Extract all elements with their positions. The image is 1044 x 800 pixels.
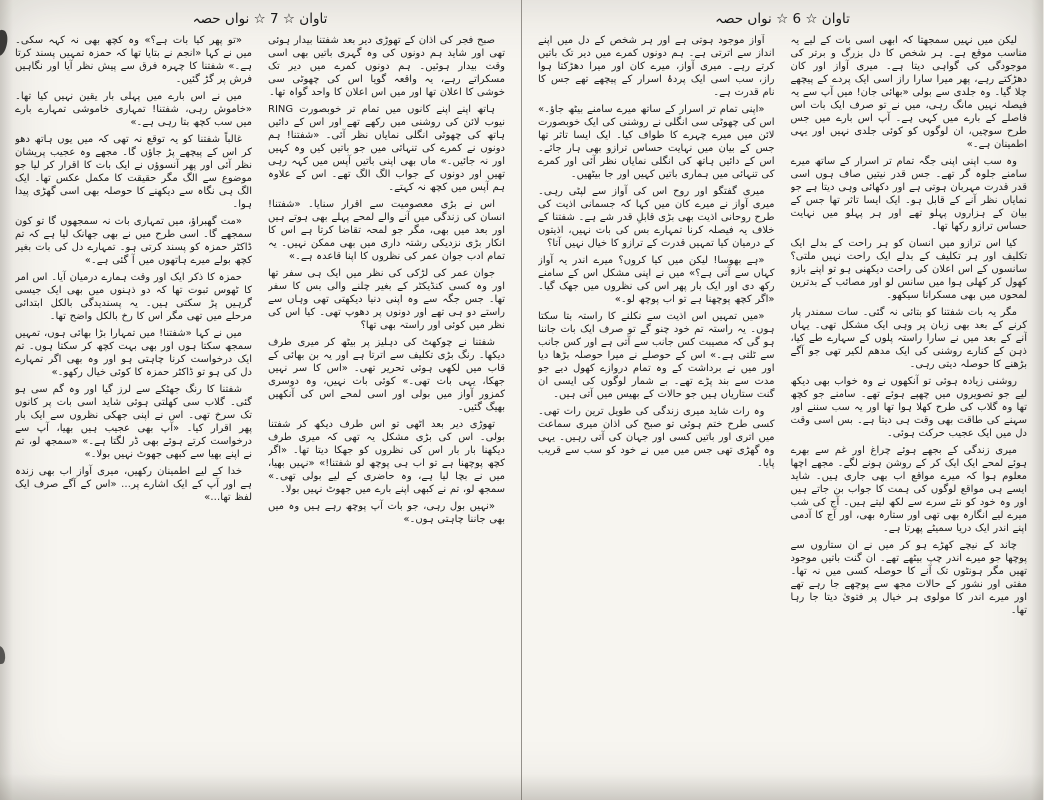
page-right-column-second: [539, 34, 776, 790]
page-header-left: تاوان ☆ 7 ☆ نواں حصہ: [193, 11, 329, 27]
paragraph: «میں تمہیں اس اذیت سے نکلنے کا راستہ بتا سکتا ہوں۔ یہ راستہ تم خود چنو گے تو صرف ایک بات جاننا ہو گی کہ مصیبت کس جانب سے آتی ہے اور کس جانب سے ٹلتی ہے۔» اس کے حوصلے نے میرا حوصلہ بڑھا دیا اور میں نے برداشت کے وہ تمام دروازے کھول دیے جو مدت سے بند پڑے تھے۔ بے شمار لوگوں کی ایسی ان گنت ستاریاں ہیں جو حالات کے بھیس میں آتی ہیں۔: [539, 311, 776, 400]
paragraph: میری گفتگو اور روح اس کی آواز سے لپٹی رہی۔ میری آواز نے میرے کان میں کہا کہ جسمانی اذیت کی طرح روحانی اذیت بھی بڑی قابلِ قدر شے ہے۔ شفتنا کے خلاف یہ فیصلہ کرنا تمہارے بس کی بات نہیں، اذیتوں کے درمیان کیا تمہیں قدرت کے ترازو کا خیال نہیں آتا؟: [539, 186, 776, 249]
page-right-column-first: [792, 34, 1029, 790]
paragraph: میں نے کہا «شفتنا! میں تمہارا بڑا بھائی ہوں، تمہیں سمجھ سکتا ہوں اور بھی بہت کچھ کر سکتا ہوں۔ تم ایک درخواست کرنا چاہتی ہو اور وہ بھی اگر تمہارے دل کی ہو تو ڈاکٹر حمزہ کا کوئی خیال رکھو۔»: [16, 328, 253, 378]
paragraph: «ہے بھوسا! لیکن میں کیا کروں؟ میرے اندر یہ آواز کہاں سے آتی ہے؟» میں نے اپنی مشکل اس کے سامنے رکھ دی اور ایک بار پھر اس کی نظروں میں جھک گیا۔ «اگر کچھ پوچھنا ہے تو اب پوچھ لو۔»: [539, 255, 776, 305]
paragraph: میری زندگی کے بجھے ہوئے چراغ اور غم سے بھرے ہوئے لمحے ایک ایک کر کے روشن ہونے لگے۔ مجھے اچھا معلوم ہوا کہ میرے مواقع اب بھی جاری ہیں۔ شاید ایسے ہی مواقع لوگوں کی ہمت کا جواب بن جاتے ہیں اور وہ خود کو نئے سرے سے لکھ لیتے ہیں۔ آج کی شب میرے لیے انگارہ بھی تھی اور ستارہ بھی، اور آج کا آدمی اپنے اندر ایک دریا سمیٹے پھرتا ہے۔: [791, 445, 1028, 534]
page-left-column-second: [16, 34, 253, 790]
page-left-column-first: [269, 34, 506, 790]
paragraph: خدا کے لیے اطمینان رکھیں، میری آواز اب بھی زندہ ہے اور آپ کے ایک اشارے پر… «اس کے آگے صرف ایک لفظ تھا…»: [16, 466, 253, 503]
paragraph: چاند کے نیچے کھڑے ہو کر میں نے ان ستاروں سے پوچھا جو میرے اندر چپ بیٹھے تھے۔ ان گنت باتیں موجود تھیں مگر ہونٹوں تک آنے کا حوصلہ کسی میں نہ تھا۔ مفتی اور نشور کے حالات مجھ سے پوچھے جا رہے تھے اور میرے اندر کا مولوی ہر خیال پر فتویٰ دیتا جا رہا تھا۔: [791, 540, 1028, 616]
paragraph: وہ سب اپنی اپنی جگہ تمام تر اسرار کے ساتھ میرے سامنے جلوہ گر تھے۔ جس قدر نیتیں صاف ہوں اسی قدر قدرت مہربان ہوتی ہے اور دکھائی وہی دیتا ہے جو نمایاں نظر آنے کے قابل ہو۔ ایک ایسا تاثر تھا جس کے بیان کے ہزاروں پہلو تھے اور ہر پہلو میں نہایت حساس ترازو رکھا تھا۔: [791, 156, 1028, 232]
paragraph: شفتنا نے چوکھٹ کی دہلیز پر بیٹھ کر میری طرف دیکھا۔ رنگ بڑی تکلیف سے اترتا ہے اور یہ بن بھائی کے قاب میں لکھی ہوئی تحریر تھی۔ «اس کا سر نہیں جھکا، یہی بات تھی۔» کوئی بات نہیں، وہ دوسری کمزور آواز میں بولی اور اسی لمحے اس کی آنکھیں بھیگ گئیں۔: [269, 337, 506, 413]
page-header-right: تاوان ☆ 6 ☆ نواں حصہ: [716, 11, 851, 27]
page-left-columns: [16, 34, 506, 790]
paragraph: شفتنا کا رنگ جھٹکے سے لرز گیا اور وہ گم سی ہو گئی۔ گلاب سی کھلتی ہوئی شاید اسی بات پر کانوں تک سرخ تھی۔ اس نے اپنی جھکی نظروں سے ایک بار پھر اقرار کیا۔ «آپ بھی عجیب ہیں بھیا، آپ سے درخواست کرتے ہوئے بھی ڈر لگتا ہے۔» «سمجھ لو، تم نے اپنے بھیا سے کبھی جھوٹ نہیں بولا۔»: [16, 384, 253, 460]
paragraph: مگر یہ بات شفتنا کو بتائی نہ گئی۔ سات سمندر پار کرنے کے بعد بھی زبان پر وہی ایک مشکل تھی۔ یہاں آنے کے بعد میں نے سارا راستہ پلوں کے سہارے طے کیا، ذہن کے کنارے روشنی کی ایک مدھم لکیر تھی جو آگے بڑھنے کا حوصلہ دیتی رہی۔: [791, 307, 1028, 370]
paragraph: صبح فجر کی اذان کے تھوڑی دیر بعد شفتنا بیدار ہوئی تھی اور شاید ہم دونوں کی وہ گہری باتیں بھی اسی وقت بیدار ہوئیں۔ ہم دونوں کمرے میں دیر تک مسکراتے رہے، یہ واقعہ گویا اس کی چھوٹی سی خوشی کا اعلان تھا اور میں اس اعلان کا واحد گواہ تھا۔: [269, 35, 506, 98]
paragraph: میں نے اس بارے میں پہلی بار یقین نہیں کیا تھا۔ «خاموش رہی، شفتنا! تمہاری خاموشی تمہارے بارے میں سب کچھ بتا رہی ہے۔»: [16, 91, 253, 128]
paragraph: اس نے بڑی معصومیت سے اقرار سنایا۔ «شفتنا! انسان کی زندگی میں آنے والے لمحے پہلے بھی ہوتے ہیں اور بعد میں بھی، مگر جو لمحہ تقاضا کرتا ہے اس کا انکار بڑی نزدیکی رشتہ داری میں بھی ممکن نہیں۔ یہ تمام ادب جوان عمر کی نظروں کا اپنا قاعدہ ہے۔»: [269, 199, 506, 262]
paragraph: «تو پھر کیا بات ہے؟» وہ کچھ بھی نہ کہہ سکی۔ میں نے کہا «انجم نے بتایا تھا کہ حمزہ تمہیں پسند کرتا ہے۔» شفتنا کا چہرہ فرق سے پیش نظر آیا اور نگاہیں فرش پر گڑ گئیں۔: [16, 35, 253, 85]
paragraph: وہ رات شاید میری زندگی کی طویل ترین رات تھی۔ کسی طرح ختم ہوئی تو صبح کی اذان میری سماعت میں اتری اور باتیں کسی اور جہان کی آتی رہیں۔ یہی وہ گھڑی تھی جس میں میں نے خود کو سب سے قریب پایا۔: [539, 406, 776, 469]
paragraph: آواز موجود ہوتی ہے اور ہر شخص کے دل میں اپنے انداز سے اترتی ہے۔ ہم دونوں کمرے میں دیر تک باتیں کرتے رہے۔ میری آواز، میرے کان اور میرا دھڑکتا ہوا راز، سب اسی ایک پردۂ اسرار کے پیچھے تھے جس کا نام قدرت ہے۔: [539, 35, 776, 98]
paragraph: حمزہ کا ذکر ایک اور وقت ہمارے درمیان آیا۔ اس امر کا ٹھوس ثبوت تھا کہ دو ذہنوں میں بھی ایک جیسی گرہیں پڑ سکتی ہیں۔ یہ پسندیدگی بالکل ابتدائی مرحلے میں تھی مگر اس کا رخ بالکل واضح تھا۔: [16, 272, 253, 322]
paragraph: کیا اس ترازو میں انسان کو ہر راحت کے بدلے ایک تکلیف اور ہر تکلیف کے بدلے ایک راحت نہیں ملتی؟ سانسوں کے اس اعلان کی راحت دیکھنی ہو تو اپنے بازو کھول کر کھلی ہوا میں سانس لو اور مصائب کے بدترین لمحوں میں بھی مسکرانا سیکھو۔: [791, 238, 1028, 301]
paragraph: ہاتھ اپنے اپنے کانوں میں تمام تر خوبصورت RING نیوب لائن کی روشنی میں رکھے تھے اور اس کے دائیں ہاتھ کی چھوٹی انگلی نمایاں نظر آئی۔ «شفتنا! ہم دونوں نے کمرے کی تنہائی میں جو باتیں کیں وہ کہیں اور نہ جائیں۔» ماں بھی اپنی باتیں آپس میں کہہ رہی تھیں اور دونوں کے جواب الگ الگ تھے۔ اس کے علاوہ ہم آپس میں کچھ نہ کہتے۔: [269, 104, 506, 193]
page-right-columns: [539, 34, 1028, 790]
paragraph: غالباً شفتنا کو یہ توقع نہ تھی کہ میں یوں ہاتھ دھو کر اس کے پیچھے پڑ جاؤں گا۔ مجھے وہ عجیب پریشان نظر آئی اور پھر آنسوؤں نے ایک بات کا اقرار کر لیا جو موضوع سے الگ مگر حقیقت کا مکمل عکس تھا۔ ایک الگ ہی نگاہ سے دیکھنے کا حوصلہ بھی اسی گھڑی پیدا ہوا۔: [16, 134, 253, 210]
paragraph: «نہیں بول رہی، جو بات آپ پوچھ رہے ہیں وہ میں بھی جاننا چاہتی ہوں۔»: [269, 501, 506, 525]
page-right: [522, 0, 1044, 800]
paragraph: «اپنی تمام تر اسرار کے ساتھ میرے سامنے بیٹھ جاؤ۔» اس کی چھوٹی سی انگلی نے روشنی کی ایک خوبصورت لائن میں میرے چہرے کا طواف کیا۔ ایک ایسا تاثر تھا جس کے بیان میں نہایت حساس ترازو بھی ہار جائے۔ اس کے دائیں ہاتھ کی انگلی نمایاں نظر آئی اور کمرے کی تنہائی میں ہماری باتیں کہیں اور جا بیٹھیں۔: [539, 104, 776, 180]
paragraph: روشنی زیادہ ہوئی تو آنکھوں نے وہ خواب بھی دیکھ لیے جو تصویروں میں چھپے ہوئے تھے۔ سامنے جو کچھ تھا وہ گلاب کی طرح کھلا ہوا تھا اور یہ سب سننے اور سہنے کی طاقت بھی وقت ہی دیتا ہے۔ بس اسی وقت دل میں ایک عجیب حرکت ہوئی۔: [791, 376, 1028, 439]
paragraph: تھوڑی دیر بعد اٹھی تو اس طرف دیکھ کر شفتنا بولی۔ اس کی بڑی مشکل یہ تھی کہ میری طرف دیکھنا بار بار اس کی نظروں کو جھکا دیتا تھا۔ «اگر کچھ پوچھنا ہے تو اب ہی پوچھ لو شفتنا!» «نہیں بھیا، میں نے بچا لیا ہے، وہ حاضری کے لیے بولی تھی۔» سمجھ لو، تم نے کبھی اپنے بارے میں جھوٹ نہیں بولا۔: [269, 419, 506, 495]
paragraph: جوان عمر کی لڑکی کی نظر میں ایک ہی سفر تھا اور وہ کسی کنڈیکٹر کے بغیر چلنے والی بس کا سفر تھا۔ جس جگہ سے وہ اپنی دنیا دیکھتی تھی وہاں سے راستے دو ہی تھے اور دونوں پر دھوپ تھی۔ کیا اس کی نظر میں کوئی اور راستہ بھی تھا؟: [269, 268, 506, 331]
paragraph: «مت گھبراؤ، میں تمہاری بات نہ سمجھوں گا تو کون سمجھے گا۔ اسی طرح میں نے بھی جھانک لیا ہے کہ تم ڈاکٹر حمزہ کو پسند کرتی ہو۔ تمہارے دل کی بات بغیر کچھ بولے میرے ہاتھوں میں آ گئی ہے۔»: [16, 216, 253, 266]
paragraph: لیکن میں نہیں سمجھتا کہ ابھی اسی بات کے لیے یہ مناسب موقع ہے۔ ہر شخص کا دل بزرگ و برتر کی موجودگی کی گواہی دیتا ہے۔ میری آواز اور کان دھڑکتے رہے، پھر میرا سارا راز اسی ایک پردے کے پیچھے چلا گیا۔ وہ جلدی سے بولی «بھائی جان! میں آپ سے یہ فیصلہ نہیں مانگ رہی، میں نے تو صرف ایک بات اس فاصلے کے بارے میں کہی ہے۔ آپ اس بارے میں جس طرح سوچیں، ان لوگوں کو کوئی جلدی نہیں اور یہی اطمینان ہے۔»: [791, 35, 1028, 150]
